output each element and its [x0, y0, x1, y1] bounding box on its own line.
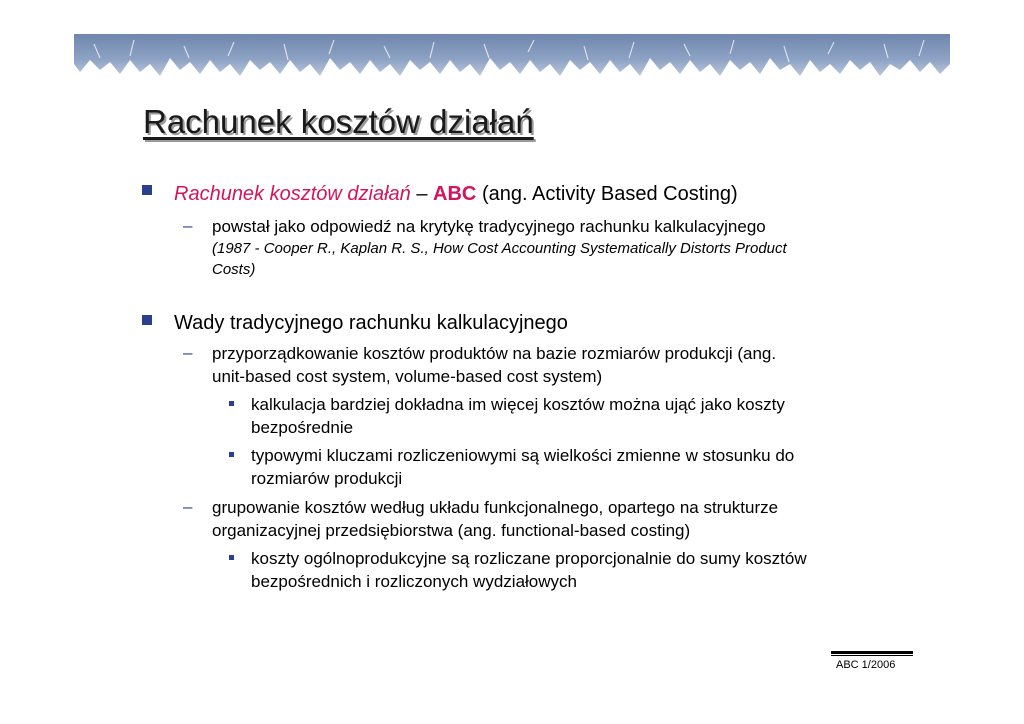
item-1-line-1: kalkulacja bardziej dokładna im więcej kosztów można ująć jako koszty: [251, 395, 785, 414]
item-2-line-1: typowymi kluczami rozliczeniowymi są wielkości zmienne w stosunku do: [251, 446, 795, 465]
slide-title: Rachunek kosztów działań: [143, 103, 534, 140]
footer-label: ABC 1/2006: [836, 659, 896, 671]
small-square-bullet: [229, 452, 234, 457]
abbr-abc: ABC: [433, 183, 477, 205]
bullet-abc-definition: [174, 182, 738, 206]
item-2-line-2: rozmiarów produkcji: [251, 469, 403, 488]
item-1-line-2: bezpośrednie: [251, 418, 354, 437]
ice-banner-image: [74, 34, 950, 78]
dash-bullet: –: [183, 497, 193, 516]
footer-rule: [831, 651, 913, 654]
dash-bullet: –: [183, 216, 193, 235]
footer-rule-thin: [831, 655, 913, 656]
sub2-line-1: grupowanie kosztów według układu funkcjonalnego, opartego na strukturze: [212, 498, 779, 517]
small-square-bullet: [229, 401, 234, 406]
reference-line-1: (1987 - Cooper R., Kaplan R. S., How Cost Accounting Systematically Distorts Product: [212, 240, 787, 257]
item-3-line-1: koszty ogólnoprodukcyjne są rozliczane proporcjonalnie do sumy kosztów: [251, 549, 807, 568]
bullet-wady: Wady tradycyjnego rachunku kalkulacyjnego: [174, 312, 568, 334]
small-square-bullet: [229, 555, 234, 560]
sub1-line-1: przyporządkowanie kosztów produktów na bazie rozmiarów produkcji (ang.: [212, 344, 777, 363]
abc-english: (ang. Activity Based Costing): [476, 183, 738, 205]
sub-origin-text: powstał jako odpowiedź na krytykę tradycyjnego rachunku kalkulacyjnego: [212, 217, 766, 236]
dash-bullet: –: [183, 343, 193, 362]
sub2-line-2: organizacyjnej przedsiębiorstwa (ang. functional-based costing): [212, 521, 691, 540]
reference-line-2: Costs): [212, 261, 256, 278]
item-3-line-2: bezpośrednich i rozliczonych wydziałowych: [251, 572, 577, 591]
em-dash: –: [410, 183, 434, 205]
square-bullet: [142, 315, 152, 325]
sub1-line-2: unit-based cost system, volume-based cost system): [212, 367, 603, 386]
term-rachunek: Rachunek kosztów działań: [174, 183, 411, 205]
square-bullet: [142, 185, 152, 195]
